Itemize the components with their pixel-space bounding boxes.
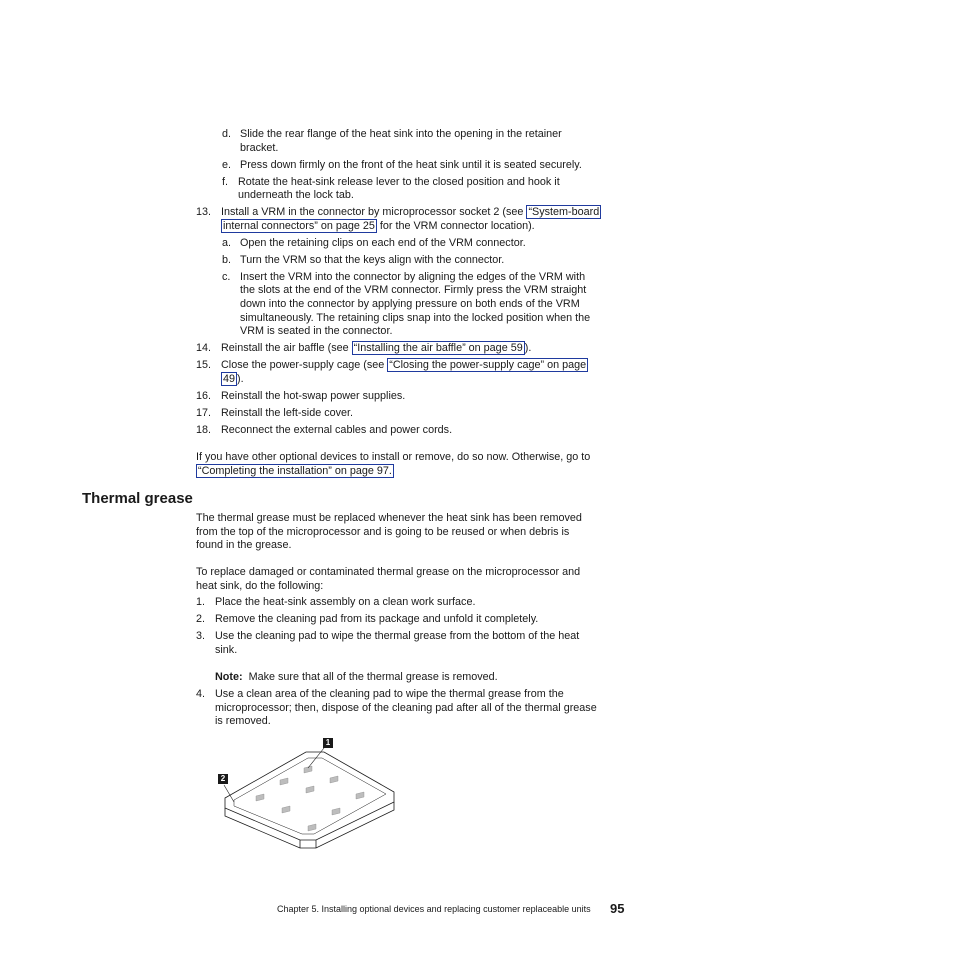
link-system-board-connectors-b[interactable]: internal connectors” on page 25 [223,220,375,232]
page-number: 95 [610,901,625,916]
grease-step-3-number: 3. [196,630,206,642]
note-label: Note: [215,671,243,683]
grease-step-4-line2: microprocessor; then, dispose of the cleaning pad after all of the thermal grease [215,702,597,714]
step-15-line2 [221,373,244,387]
callout-1: 1 [323,738,333,748]
substep-d-line2: bracket. [240,142,279,154]
step-13-number: 13. [196,206,212,218]
substep-e-label: e. [222,159,232,171]
lead-line1: To replace damaged or contaminated thermal grease on the microprocessor and [196,566,581,578]
step-13-text-pre: Install a VRM in the connector by microprocessor socket 2 (see [221,206,527,218]
link-closing-power-supply-cage-b[interactable]: 49 [223,373,236,385]
step-18-number: 18. [196,424,212,436]
grease-step-2-text: Remove the cleaning pad from its package and unfold it completely. [215,613,539,625]
footer-chapter: Chapter 5. Installing optional devices and replacing customer replaceable units [277,904,591,914]
grease-step-3-line1: Use the cleaning pad to wipe the thermal grease from the bottom of the heat [215,630,580,642]
substep-b-label: b. [222,254,232,266]
step-17-text: Reinstall the left-side cover. [221,407,354,419]
step-16-number: 16. [196,390,212,402]
link-closing-power-supply-cage-a[interactable]: “Closing the power-supply cage” on page [389,359,587,371]
step-15-line1 [221,359,588,373]
step-14-text-pre: Reinstall the air baffle (see [221,342,352,354]
microprocessor-figure [210,730,410,870]
step-15-text-post: ). [237,373,244,385]
grease-step-4-number: 4. [196,688,206,700]
grease-step-1-text: Place the heat-sink assembly on a clean work surface. [215,596,476,608]
substep-f-label: f. [222,176,228,188]
substep-c-line5: VRM is seated in the connector. [240,325,393,337]
grease-step-4-line3: is removed. [215,715,271,727]
intro-line3: found in the grease. [196,539,292,551]
substep-c-line4: simultaneously. The retaining clips snap into the locked position when the [240,312,591,324]
step-18-text: Reconnect the external cables and power cords. [221,424,453,436]
substep-e-line1: Press down firmly on the front of the heat sink until it is seated securely. [240,159,582,171]
lead-line2: heat sink, do the following: [196,580,324,592]
substep-a-line1: Open the retaining clips on each end of the VRM connector. [240,237,526,249]
step-17-number: 17. [196,407,212,419]
closing-line2 [196,465,394,479]
grease-step-2-number: 2. [196,613,206,625]
step-13-text-post: for the VRM connector location). [376,220,535,232]
grease-step-1-number: 1. [196,596,206,608]
substep-a-label: a. [222,237,232,249]
note-text: Make sure that all of the thermal grease is removed. [248,671,498,683]
callout-2: 2 [218,774,228,784]
substep-d-line1: Slide the rear flange of the heat sink into the opening in the retainer [240,128,562,140]
step-14-text-post: ). [524,342,532,354]
substep-d-label: d. [222,128,232,140]
link-system-board-connectors-a[interactable]: “System-board [528,206,600,218]
link-installing-air-baffle[interactable]: “Installing the air baffle” on page 59 [353,342,523,354]
substep-f-line2: underneath the lock tab. [238,189,354,201]
step-16-text: Reinstall the hot-swap power supplies. [221,390,406,402]
step-14-line [221,342,531,356]
substep-f-line1: Rotate the heat-sink release lever to the closed position and hook it [238,176,560,188]
substep-c-line2: the slots at the end of the VRM connector. Firmly press the VRM straight [240,284,587,296]
section-heading-thermal-grease: Thermal grease [82,490,193,507]
intro-line1: The thermal grease must be replaced whenever the heat sink has been removed [196,512,582,524]
link-completing-installation[interactable]: “Completing the installation” on page 97. [198,465,392,477]
step-13-line2 [221,220,535,234]
closing-line1: If you have other optional devices to install or remove, do so now. Otherwise, go to [196,451,591,463]
note [215,671,498,685]
intro-line2: from the top of the microprocessor and is going to be reused or when debris is [196,526,570,538]
grease-step-3-line2: sink. [215,644,238,656]
substep-c-line1: Insert the VRM into the connector by aligning the edges of the VRM with [240,271,586,283]
step-14-number: 14. [196,342,212,354]
grease-step-4-line1: Use a clean area of the cleaning pad to wipe the thermal grease from the [215,688,564,700]
step-15-text-pre: Close the power-supply cage (see [221,359,388,371]
step-15-number: 15. [196,359,212,371]
substep-b-line1: Turn the VRM so that the keys align with the connector. [240,254,505,266]
step-13-line1 [221,206,601,220]
substep-c-line3: down into the connector by applying pressure on both ends of the VRM [240,298,580,310]
substep-c-label: c. [222,271,231,283]
